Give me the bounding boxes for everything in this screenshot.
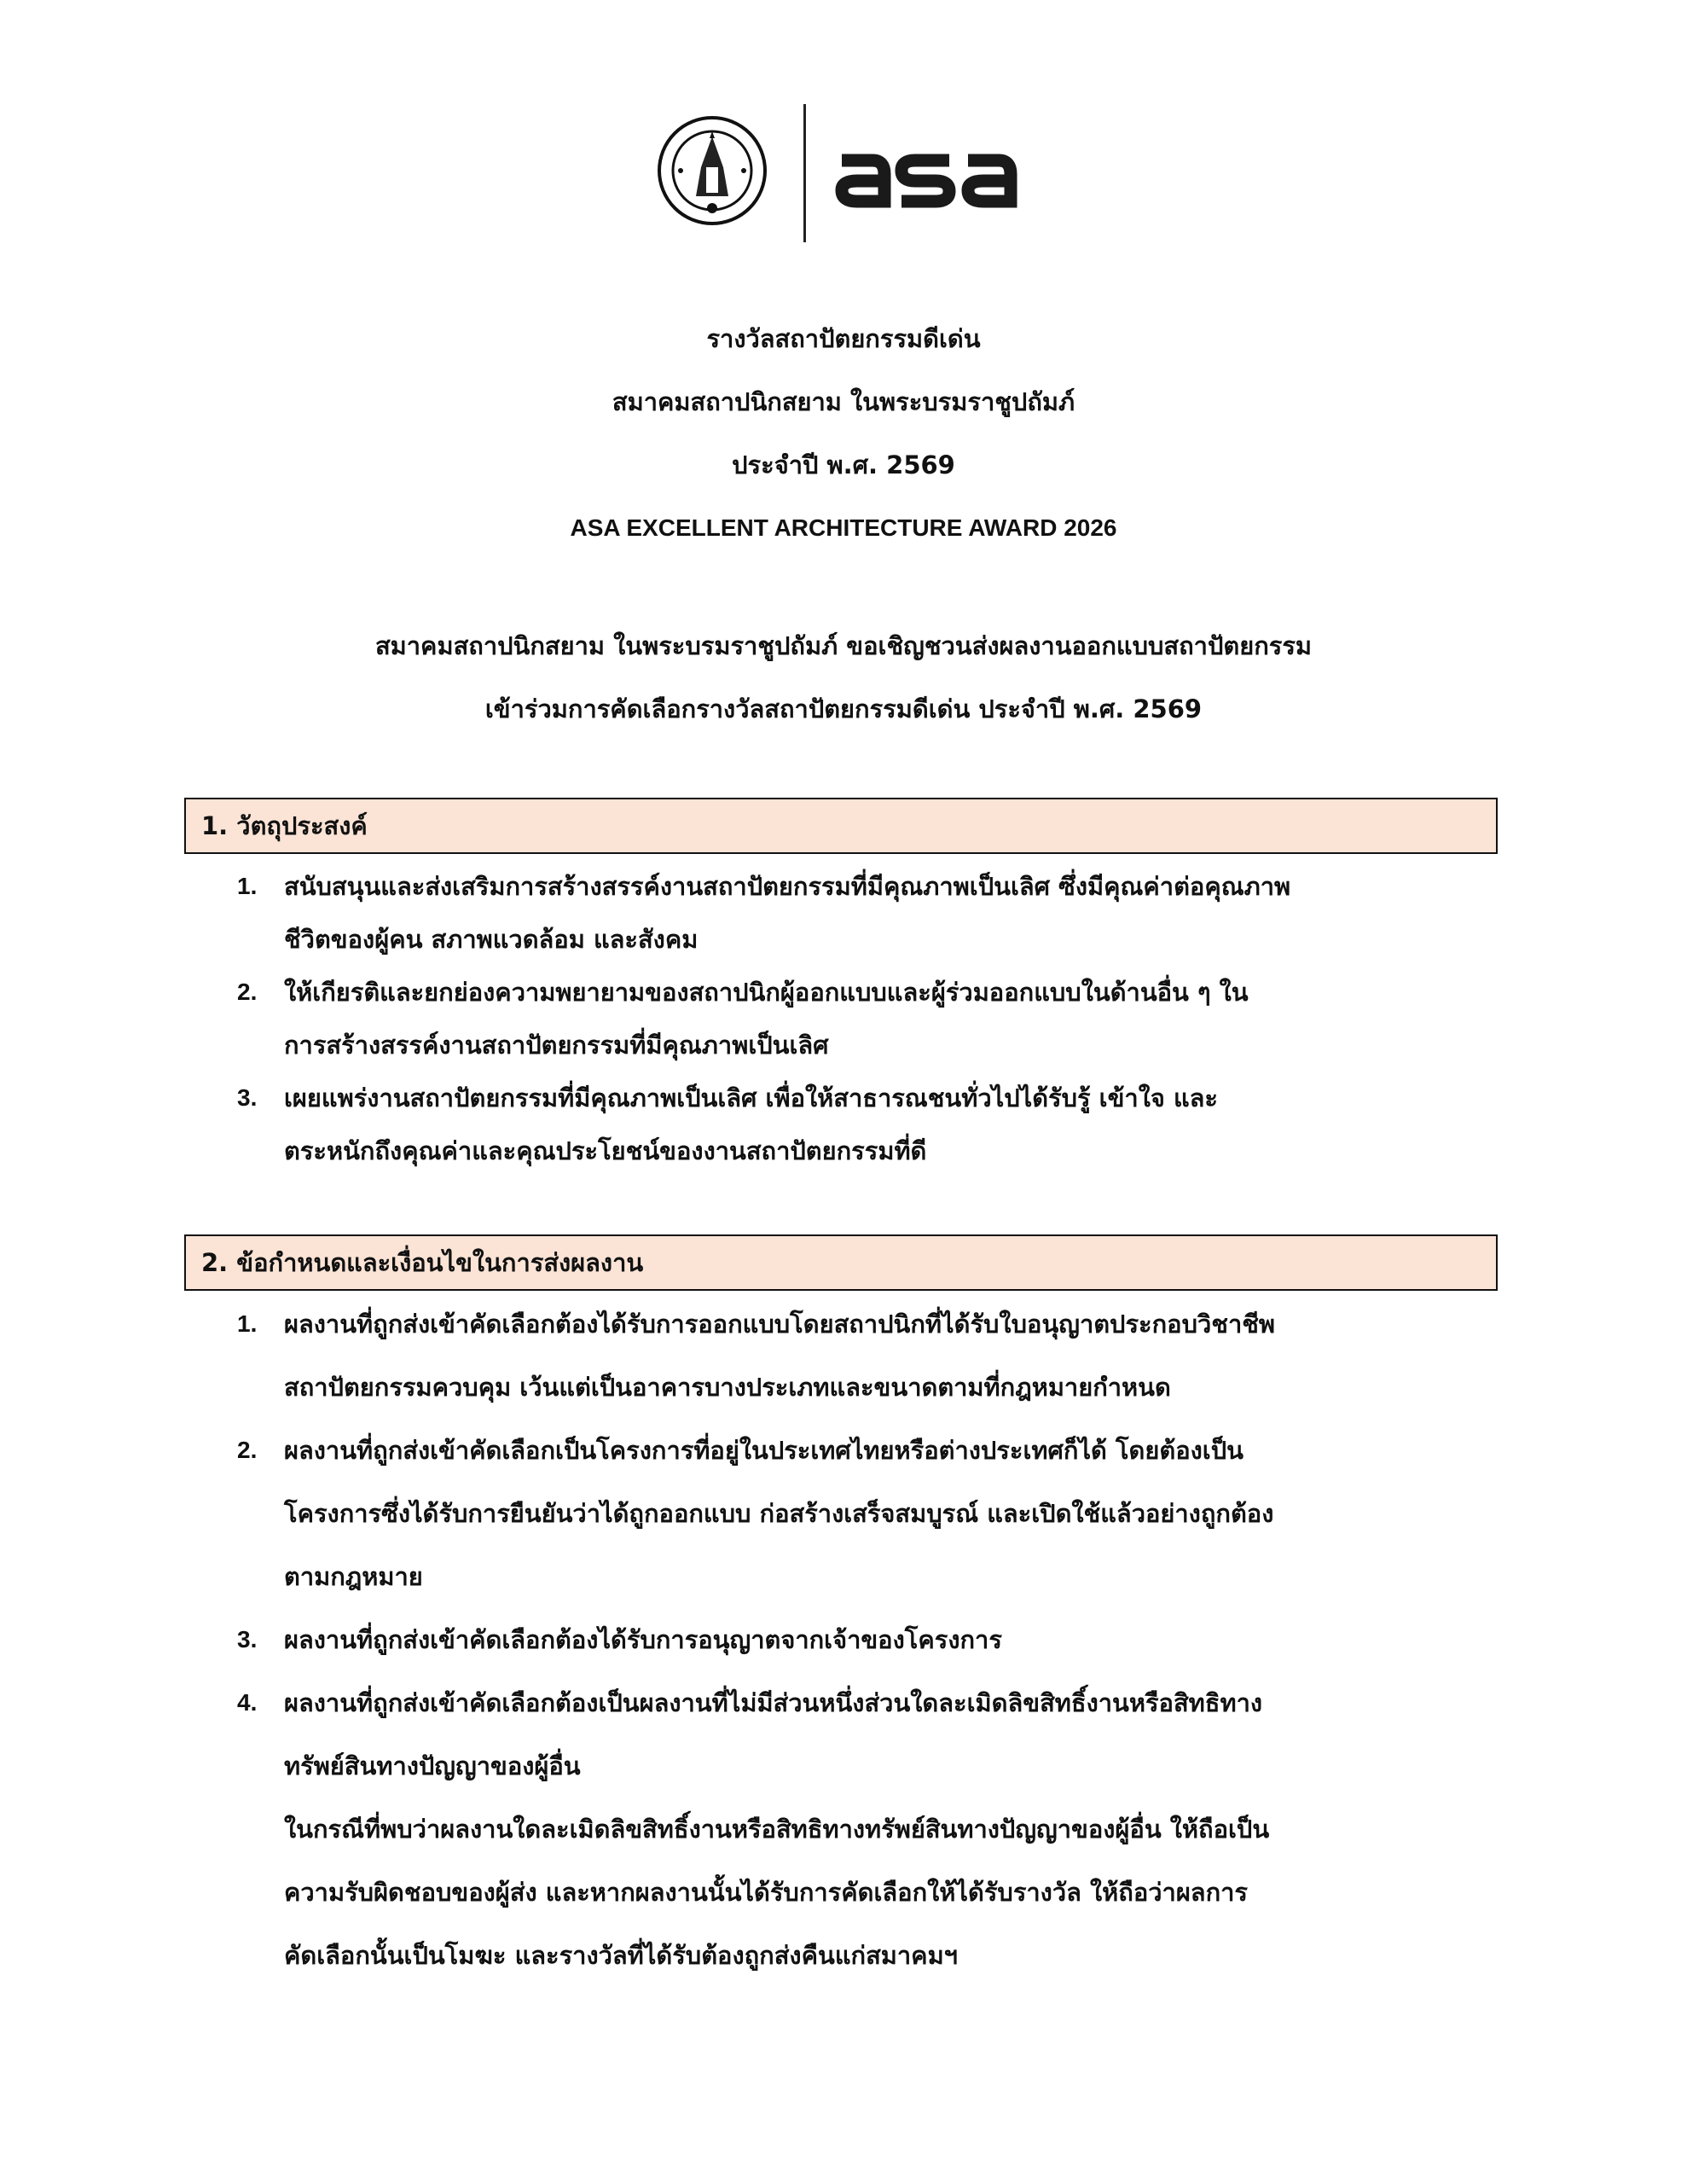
list-item xyxy=(0,1671,1687,1798)
item-text-line: ผลงานที่ถูกส่งเข้าคัดเลือกต้องได้รับการอนุญาตจากเจ้าของโครงการ xyxy=(284,1625,1002,1654)
list-item xyxy=(0,1292,1687,1419)
invitation-line: เข้าร่วมการคัดเลือกรางวัลสถาปัตยกรรมดีเด่น ประจำปี พ.ศ. 2569 xyxy=(484,694,1203,723)
document-title xyxy=(0,316,1687,568)
award-title-thai: รางวัลสถาปัตยกรรมดีเด่น xyxy=(706,324,981,353)
item-text-line: ผลงานที่ถูกส่งเข้าคัดเลือกต้องได้รับการออกแบบโดยสถาปนิกที่ได้รับใบอนุญาตประกอบวิชาชีพ xyxy=(284,1310,1276,1339)
list-item xyxy=(0,1419,1687,1608)
item-number: 4. xyxy=(237,1689,258,1716)
item-number: 3. xyxy=(237,1084,258,1111)
item-text-line: โครงการซึ่งได้รับการยืนยันว่าได้ถูกออกแบบ ก่อสร้างเสร็จสมบูรณ์ และเปิดใช้แล้วอย่างถูกต้อง xyxy=(284,1499,1274,1528)
award-title-english: ASA EXCELLENT ARCHITECTURE AWARD 2026 xyxy=(570,514,1117,541)
asa-wordmark-logo xyxy=(832,142,1028,210)
item-text-line: สถาปัตยกรรมควบคุม เว้นแต่เป็นอาคารบางประเภทและขนาดตามที่กฎหมายกำหนด xyxy=(284,1373,1171,1402)
note-text-line: คัดเลือกนั้นเป็นโมฆะ และรางวัลที่ได้รับต้องถูกส่งคืนแก่สมาคมฯ xyxy=(284,1941,958,1970)
invitation-line: สมาคมสถาปนิกสยาม ในพระบรมราชูปถัมภ์ ขอเชิญชวนส่งผลงานออกแบบสถาปัตยกรรม xyxy=(374,631,1313,660)
section-heading-objectives: 1. วัตถุประสงค์ xyxy=(184,798,1498,854)
item-number: 2. xyxy=(237,979,258,1005)
section-heading-conditions: 2. ข้อกำหนดและเงื่อนไขในการส่งผลงาน xyxy=(184,1234,1498,1291)
conditions-list xyxy=(0,1292,1687,1987)
item-text-line: ทรัพย์สินทางปัญญาของผู้อื่น xyxy=(284,1751,581,1780)
item-text-line: ผลงานที่ถูกส่งเข้าคัดเลือกเป็นโครงการที่อยู่ในประเทศไทยหรือต่างประเทศก็ได้ โดยต้องเป็น xyxy=(284,1436,1244,1465)
item-text-line: การสร้างสรรค์งานสถาปัตยกรรมที่มีคุณภาพเป็นเลิศ xyxy=(284,1031,829,1060)
list-item xyxy=(0,1072,1687,1177)
objectives-list xyxy=(0,860,1687,1177)
item-text-line: ตระหนักถึงคุณค่าและคุณประโยชน์ของงานสถาปัตยกรรมที่ดี xyxy=(284,1136,927,1165)
note-text-line: ในกรณีที่พบว่าผลงานใดละเมิดลิขสิทธิ์งานหรือสิทธิทางทรัพย์สินทางปัญญาของผู้อื่น ให้ถือเป็น xyxy=(284,1815,1270,1844)
item-text-line: ตามกฎหมาย xyxy=(284,1562,423,1591)
logo-header xyxy=(0,104,1687,245)
logo-divider xyxy=(803,104,806,242)
list-item xyxy=(0,860,1687,966)
note-text-line: ความรับผิดชอบของผู้ส่ง และหากผลงานนั้นได้รับการคัดเลือกให้ได้รับรางวัล ให้ถือว่าผลการ xyxy=(284,1878,1248,1907)
item-text-line: ผลงานที่ถูกส่งเข้าคัดเลือกต้องเป็นผลงานที่ไม่มีส่วนหนึ่งส่วนใดละเมิดลิขสิทธิ์งานหรือสิทธิทาง xyxy=(284,1688,1263,1717)
item-text-line: เผยแพร่งานสถาปัตยกรรมที่มีคุณภาพเป็นเลิศ เพื่อให้สาธารณชนทั่วไปได้รับรู้ เข้าใจ และ xyxy=(284,1083,1218,1112)
item-number: 3. xyxy=(237,1626,258,1653)
item-number: 1. xyxy=(237,1310,258,1337)
association-name: สมาคมสถาปนิกสยาม ในพระบรมราชูปถัมภ์ xyxy=(612,387,1075,416)
item-number: 2. xyxy=(237,1437,258,1463)
item-text-line: ให้เกียรติและยกย่องความพยายามของสถาปนิกผู้ออกแบบและผู้ร่วมออกแบบในด้านอื่น ๆ ใน xyxy=(284,978,1249,1007)
item-text-line: สนับสนุนและส่งเสริมการสร้างสรรค์งานสถาปัตยกรรมที่มีคุณภาพเป็นเลิศ ซึ่งมีคุณค่าต่อคุณภาพ xyxy=(284,872,1291,901)
list-item xyxy=(0,966,1687,1072)
item-text-line: ชีวิตของผู้คน สภาพแวดล้อม และสังคม xyxy=(284,925,699,954)
copyright-note xyxy=(0,1798,1687,1987)
asa-seal-logo xyxy=(657,114,768,236)
list-item xyxy=(0,1608,1687,1671)
award-year-thai: ประจำปี พ.ศ. 2569 xyxy=(732,450,955,479)
item-number: 1. xyxy=(237,873,258,899)
invitation-paragraph xyxy=(0,623,1687,749)
